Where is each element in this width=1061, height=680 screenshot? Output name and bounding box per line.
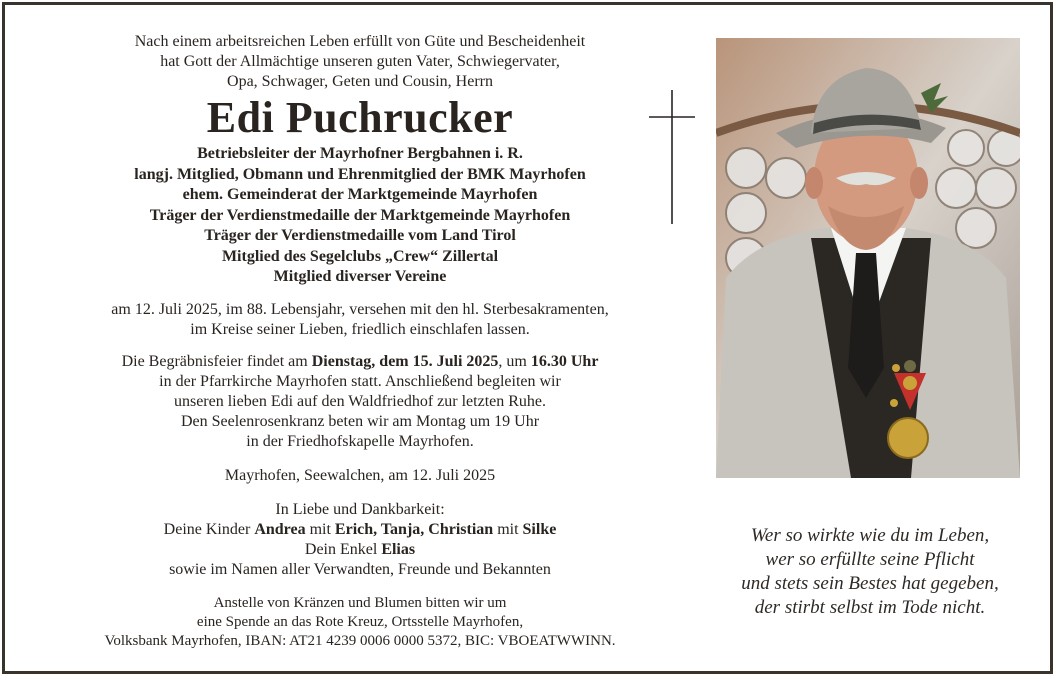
notice-text-column [40, 32, 680, 651]
funeral-line: unseren lieben Edi auf den Waldfriedhof zur letzten Ruhe. [173, 392, 547, 410]
memorial-quote [705, 524, 1035, 620]
title-line: Träger der Verdienstmedaille der Marktgemeinde Mayrhofen [149, 206, 571, 224]
title-line: Mitglied diverser Vereine [273, 268, 447, 285]
mourners-others: sowie im Namen aller Verwandten, Freunde und Bekannten [169, 560, 551, 578]
funeral-date: Dienstag, dem 15. Juli 2025 [311, 352, 499, 370]
death-line: am 12. Juli 2025, im 88. Lebensjahr, versehen mit den hl. Sterbesakramenten, [111, 300, 609, 318]
title-line: ehem. Gemeinderat der Marktgemeinde Mayrhofen [182, 186, 538, 203]
title-line: Mitglied des Segelclubs „Crew“ Zillertal [221, 247, 499, 265]
portrait-illustration [716, 38, 1020, 478]
donation-line: Anstelle von Kränzen und Blumen bitten wir um [213, 594, 507, 611]
titles-list [40, 144, 680, 288]
funeral-line: Die Begräbnisfeier findet am Dienstag, dem 15. Juli 2025, um 16.30 Uhr [121, 352, 599, 370]
funeral-line: in der Pfarrkirche Mayrhofen statt. Anschließend begleiten wir [159, 372, 561, 390]
donation-block [40, 594, 680, 651]
quote-line: wer so erfüllte seine Pflicht [765, 549, 975, 570]
intro-line: hat Gott der Allmächtige unseren guten Vater, Schwiegervater, [160, 53, 560, 70]
place-date: Mayrhofen, Seewalchen, am 12. Juli 2025 [224, 466, 496, 484]
portrait-photo [716, 38, 1020, 478]
title-line: Betriebsleiter der Mayrhofner Bergbahnen i. R. [197, 145, 523, 162]
mourners-grandchild: Dein Enkel Elias [304, 540, 416, 558]
deceased-name: Edi Puchrucker [206, 93, 514, 142]
quote-line: und stets sein Bestes hat gegeben, [741, 573, 999, 594]
intro-line: Opa, Schwager, Geten und Cousin, Herrn [227, 73, 493, 90]
death-line: im Kreise seiner Lieben, friedlich einschlafen lassen. [190, 320, 530, 338]
quote-line: Wer so wirkte wie du im Leben, [750, 525, 990, 546]
donation-line: Volksbank Mayrhofen, IBAN: AT21 4239 0006 0000 5372, BIC: VBOEATWWINN. [104, 632, 616, 649]
donation-line: eine Spende an das Rote Kreuz, Ortsstelle Mayrhofen, [196, 613, 524, 630]
title-line: Träger der Verdienstmedaille vom Land Tirol [204, 227, 516, 244]
intro-line: Nach einem arbeitsreichen Leben erfüllt von Güte und Bescheidenheit [134, 33, 586, 50]
cross-icon [649, 90, 695, 224]
funeral-time: 16.30 Uhr [530, 352, 599, 370]
mourners-children: Deine Kinder Andrea mit Erich, Tanja, Christian mit Silke [163, 520, 557, 538]
rosary-line: Den Seelenrosenkranz beten wir am Montag um 19 Uhr [180, 412, 540, 430]
quote-line: der stirbt selbst im Tode nicht. [754, 597, 986, 618]
title-line: langj. Mitglied, Obmann und Ehrenmitglied der BMK Mayrhofen [134, 165, 586, 183]
rosary-line: in der Friedhofskapelle Mayrhofen. [246, 432, 474, 450]
mourners-intro: In Liebe und Dankbarkeit: [275, 500, 445, 518]
